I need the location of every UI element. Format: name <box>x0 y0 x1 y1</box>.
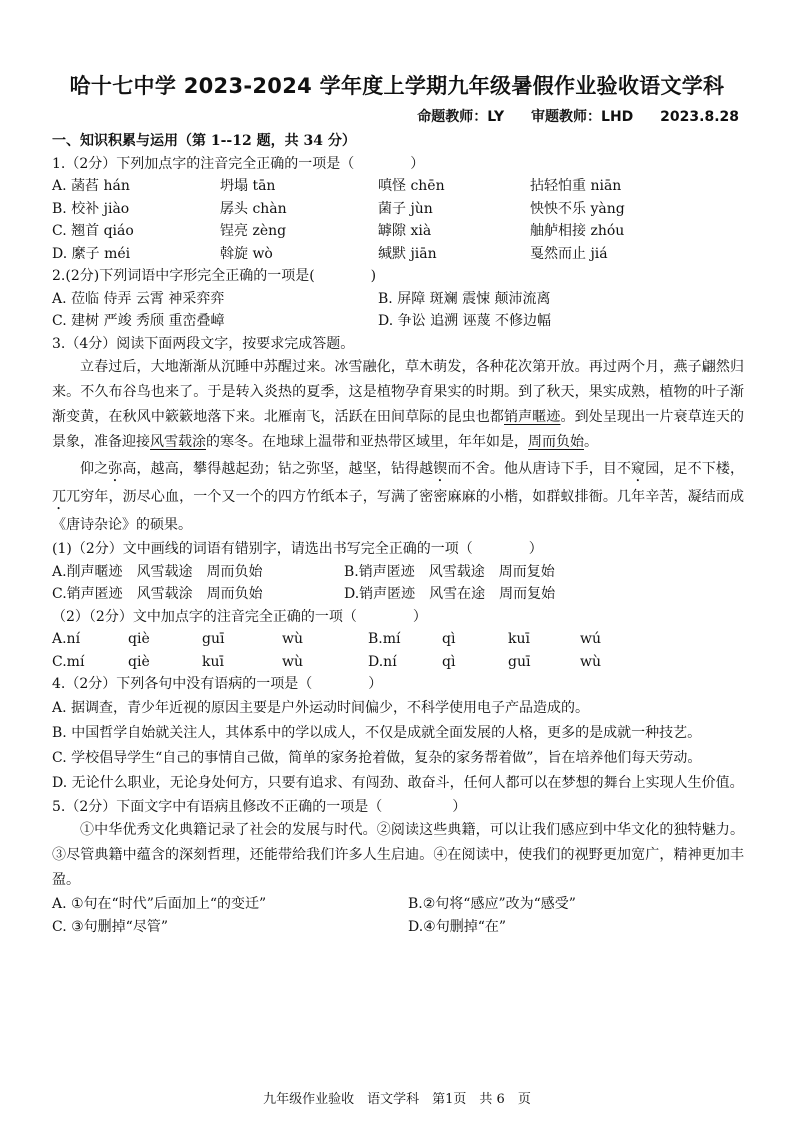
author-teacher: 命题教师：LY <box>417 109 505 125</box>
q5-opt: C. ③句删掉“尽管” <box>52 918 168 935</box>
q1-opt: 斡旋 wò <box>220 245 273 262</box>
q4-option: C. 学校倡导学生“自己的事情自己做，简单的家务抢着做，复杂的家务帮着做”，旨在培养他们每天劳动。 <box>52 749 702 766</box>
pinyin: wù <box>282 631 303 647</box>
passage-text: 园，足不下楼， <box>645 461 745 477</box>
q1-opt: C. 翘首 qiáo <box>52 223 134 239</box>
pinyin: qì <box>442 631 456 647</box>
q3-sub1-opt: C.销声匿迹 风雪载涂 周而负始 <box>52 586 263 602</box>
pinyin: D.ní <box>368 653 397 670</box>
q1-opt: B. 校补 jiào <box>52 200 130 217</box>
q1-opt: 孱头 chàn <box>220 200 287 217</box>
pinyin: B.mí <box>368 631 401 647</box>
passage-text: 而不舍。他从唐诗下手，目不 <box>447 461 632 477</box>
q5-opt: A. ①句在“时代”后面加上“的变迁” <box>52 896 267 912</box>
q1-option-row <box>52 243 744 266</box>
q3-sub1-row <box>52 561 744 584</box>
pinyin: A.ní <box>52 631 81 647</box>
pinyin: kuī <box>202 653 224 670</box>
q3-sub1-opt: A.削声暱迹 风雪载途 周而负始 <box>52 563 263 580</box>
dotted-char: 锲 <box>433 461 448 477</box>
q2-option-row <box>52 310 744 333</box>
q3-sub1-opt: B.销声匿迹 风雪载途 周而复始 <box>344 563 555 580</box>
q1-option-row <box>52 220 744 243</box>
q1-opt: 拈轻怕重 niān <box>530 178 622 194</box>
exam-content <box>52 130 744 938</box>
review-teacher: 审题教师：LHD <box>531 109 634 125</box>
q5-stem: 5.（2分）下面文字中有语病且修改不正确的一项是（ ） <box>52 798 467 815</box>
passage-text: 仰之 <box>80 461 109 477</box>
q2-option-row <box>52 288 744 311</box>
q5-opt: B.②句将“感应”改为“感受” <box>408 896 576 912</box>
q1-opt: A. 菡萏 hán <box>52 178 130 194</box>
q1-opt: 怏怏不乐 yàng <box>530 200 625 217</box>
page-footer: 九年级作业验收 语文学科 第1页 共 6 页 <box>263 1092 531 1107</box>
pinyin: kuī <box>508 631 530 647</box>
pinyin: qì <box>442 653 456 670</box>
q3-sub2-stem: （2）（2分）文中加点字的注音完全正确的一项（ ） <box>52 608 427 625</box>
q1-opt: 戛然而止 jiá <box>530 245 608 262</box>
q5-option-row <box>52 916 744 939</box>
q1-stem: 1.（2分）下列加点字的注音完全正确的一项是（ ） <box>52 155 425 172</box>
dotted-char: 窥 <box>631 461 646 477</box>
q1-opt: 罅隙 xià <box>378 223 432 239</box>
pinyin: guī <box>508 653 531 670</box>
passage-text: 兀穷年，沥尽心血，一个又一个的四方竹纸本子，写满了密密麻麻的小楷，如群蚁排衙。几年辛苦，凝结而成《唐诗杂论》的硕果。 <box>52 489 744 533</box>
pinyin: C.mí <box>52 653 85 670</box>
dotted-char: 弥 <box>108 461 123 477</box>
q3-sub1-stem: (1)（2分）文中画线的词语有错别字，请选出书写完全正确的一项（ ） <box>52 541 543 557</box>
q1-opt: 锃亮 zèng <box>220 223 287 239</box>
underlined-word: 风雪载涂 <box>150 434 206 450</box>
q4-option: D. 无论什么职业，无论身处何方，只要有追求、有闯劲、敢奋斗，任何人都可以在梦想的舞台上实现人生价值。 <box>52 774 744 791</box>
pinyin: wú <box>580 631 601 647</box>
dotted-char: 兀 <box>52 489 67 505</box>
pinyin: wù <box>580 653 601 670</box>
passage-text: 的寒冬。在地球上温带和亚热带区域里，年年如是， <box>206 434 528 450</box>
teacher-info <box>395 106 739 126</box>
q1-option-row <box>52 198 744 221</box>
section-heading: 一、知识积累与运用（第 1--12 题，共 34 分） <box>52 133 356 149</box>
underlined-word: 周而负始 <box>528 434 584 450</box>
passage-text: 高，越高，攀得越起劲；钻之弥坚，越坚，钻得越 <box>122 461 434 477</box>
q3-sub1-row <box>52 583 744 606</box>
q1-opt: 缄默 jiān <box>378 245 437 262</box>
passage-text: 。 <box>584 434 598 450</box>
q1-opt: 嗔怪 chēn <box>378 178 445 194</box>
q1-opt: D. 縻子 méi <box>52 245 131 262</box>
pinyin: wù <box>282 653 303 670</box>
q4-option: A. 据调查，青少年近视的原因主要是户外运动时间偏少，不科学使用电子产品造成的。 <box>52 699 590 716</box>
passage-text: 立春过后，大地渐渐从沉睡中苏醒过来。冰雪融化，草木萌发，各种花次第开放。再过两个月，燕子翩然归来。不久布谷鸟也来了。于是转入炎热的夏季，这是植物孕育果实的时期。到了秋天，果实成熟，植物的叶子渐渐变黄，在秋风中簌簌地落下来。北雁南飞，活跃在田间草际的昆虫也都 <box>52 359 744 425</box>
q2-opt: A. 莅临 侍弄 云霄 神采弈弈 <box>52 290 225 307</box>
underlined-word: 销声暱迹 <box>504 409 561 425</box>
q1-opt: 舳舻相接 zhóu <box>530 223 625 239</box>
q3-sub2-row <box>52 628 744 651</box>
pinyin: qiè <box>128 653 150 670</box>
q4-stem: 4.（2分）下列各句中没有语病的一项是（ ） <box>52 676 383 692</box>
q2-opt: B. 屏障 斑斓 震悚 颠沛流离 <box>378 290 551 307</box>
q2-stem: 2.(2分)下列词语中字形完全正确的一项是( ) <box>52 268 377 284</box>
q3-sub1-opt: D.销声匿迹 风雪在途 周而复始 <box>344 586 556 602</box>
q2-opt: C. 建树 严竣 秀颀 重峦叠嶂 <box>52 313 225 329</box>
q1-opt: 菌子 jùn <box>378 200 433 217</box>
passage-text: 。到处呈现出一片衰草连天的景象，准备迎接 <box>52 409 744 450</box>
q3-sub2-row <box>52 651 744 674</box>
pinyin: qiè <box>128 631 150 647</box>
q5-passage: ①中华优秀文化典籍记录了社会的发展与时代。②阅读这些典籍，可以让我们感应到中华文化的独特魅力。③尽管典籍中蕴含的深刻哲理，还能带给我们许多人生启迪。④在阅读中，使我们的视野更加宽广，精神更加丰盈。 <box>52 822 744 888</box>
q3-stem: 3.（4分）阅读下面两段文字，按要求完成答题。 <box>52 335 355 352</box>
exam-date: 2023.8.28 <box>660 109 739 125</box>
q2-opt: D. 争讼 追溯 诬蔑 不修边幅 <box>378 313 551 329</box>
q5-option-row <box>52 893 744 916</box>
q5-opt: D.④句删掉“在” <box>408 918 507 935</box>
q3-passage-1 <box>52 355 744 455</box>
page-title: 哈十七中学 2023-2024 学年度上学期九年级暑假作业验收语文学科 <box>69 74 725 98</box>
q4-option: B. 中国哲学自始就关注人，其体系中的学以成人，不仅是成就全面发展的人格，更多的是成就一种技艺。 <box>52 724 702 741</box>
q1-option-row <box>52 175 744 198</box>
q3-passage-2 <box>52 457 744 538</box>
q1-opt: 坍塌 tān <box>220 178 276 194</box>
pinyin: guī <box>202 631 225 647</box>
